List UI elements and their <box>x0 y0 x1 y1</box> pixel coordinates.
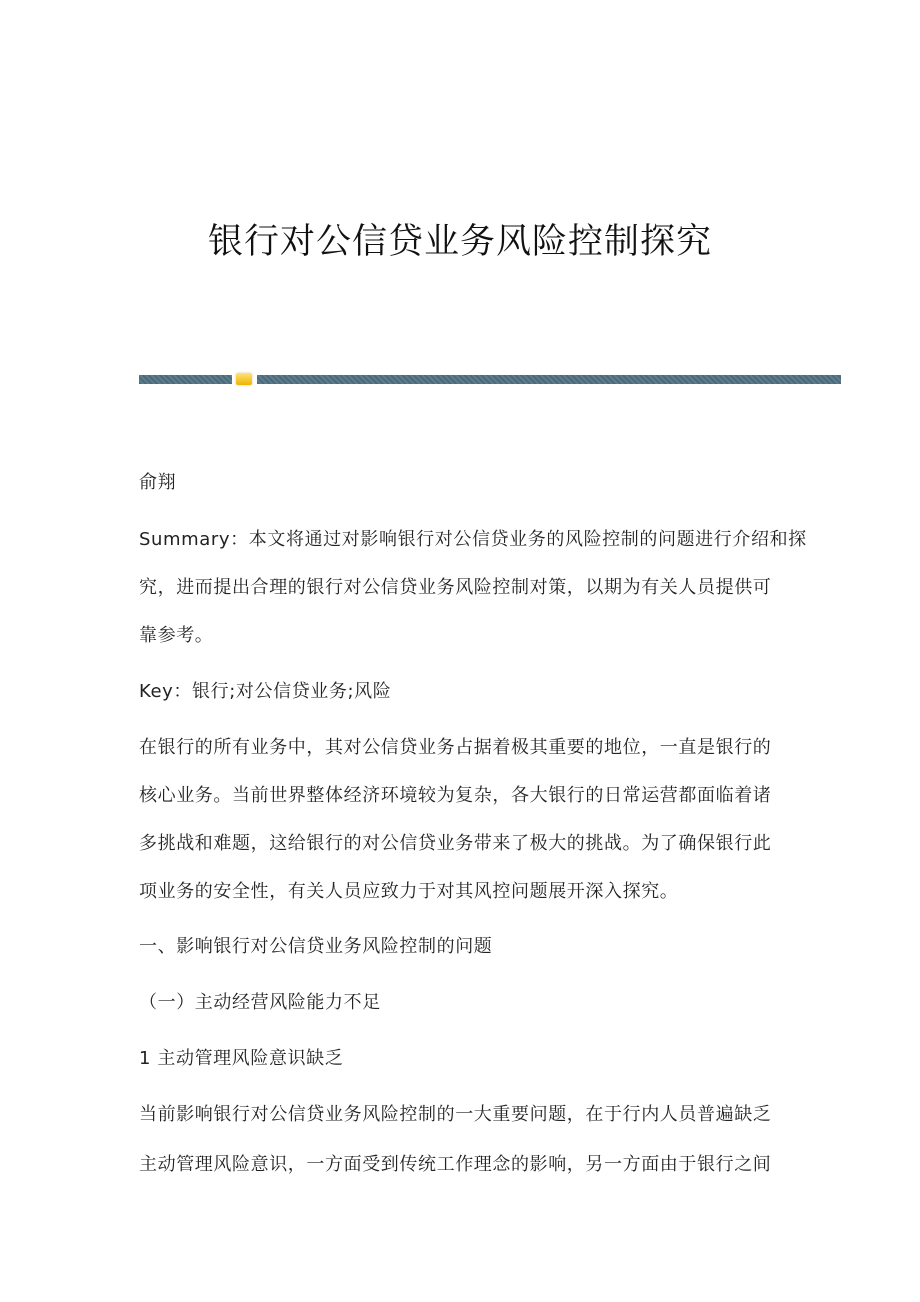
divider-bar-left <box>139 375 232 384</box>
intro-line: 多挑战和难题，这给银行的对公信贷业务带来了极大的挑战。为了确保银行此 <box>139 833 772 854</box>
subsubsection-heading: 1 主动管理风险意识缺乏 <box>139 1048 344 1069</box>
paragraph-line: 当前影响银行对公信贷业务风险控制的一大重要问题，在于行内人员普遍缺乏 <box>139 1104 772 1125</box>
keywords: Key：银行;对公信贷业务;风险 <box>139 681 392 702</box>
summary-line: Summary：本文将通过对影响银行对公信贷业务的风险控制的问题进行介绍和探 <box>139 529 807 550</box>
summary-line: 究，进而提出合理的银行对公信贷业务风险控制对策，以期为有关人员提供可 <box>139 577 772 598</box>
title-divider <box>139 375 841 384</box>
intro-line: 项业务的安全性，有关人员应致力于对其风控问题展开深入探究。 <box>139 881 679 902</box>
divider-bar-right <box>257 375 841 384</box>
paragraph-line: 主动管理风险意识，一方面受到传统工作理念的影响，另一方面由于银行之间 <box>139 1154 772 1175</box>
summary-line: 靠参考。 <box>139 625 214 646</box>
document-title: 银行对公信贷业务风险控制探究 <box>207 222 712 262</box>
envelope-icon <box>236 373 252 385</box>
intro-line: 核心业务。当前世界整体经济环境较为复杂，各大银行的日常运营都面临着诸 <box>139 785 772 806</box>
author: 俞翔 <box>139 472 177 493</box>
intro-line: 在银行的所有业务中，其对公信贷业务占据着极其重要的地位，一直是银行的 <box>139 737 772 758</box>
subsection-heading: （一）主动经营风险能力不足 <box>139 992 381 1013</box>
section-heading: 一、影响银行对公信贷业务风险控制的问题 <box>139 936 493 957</box>
